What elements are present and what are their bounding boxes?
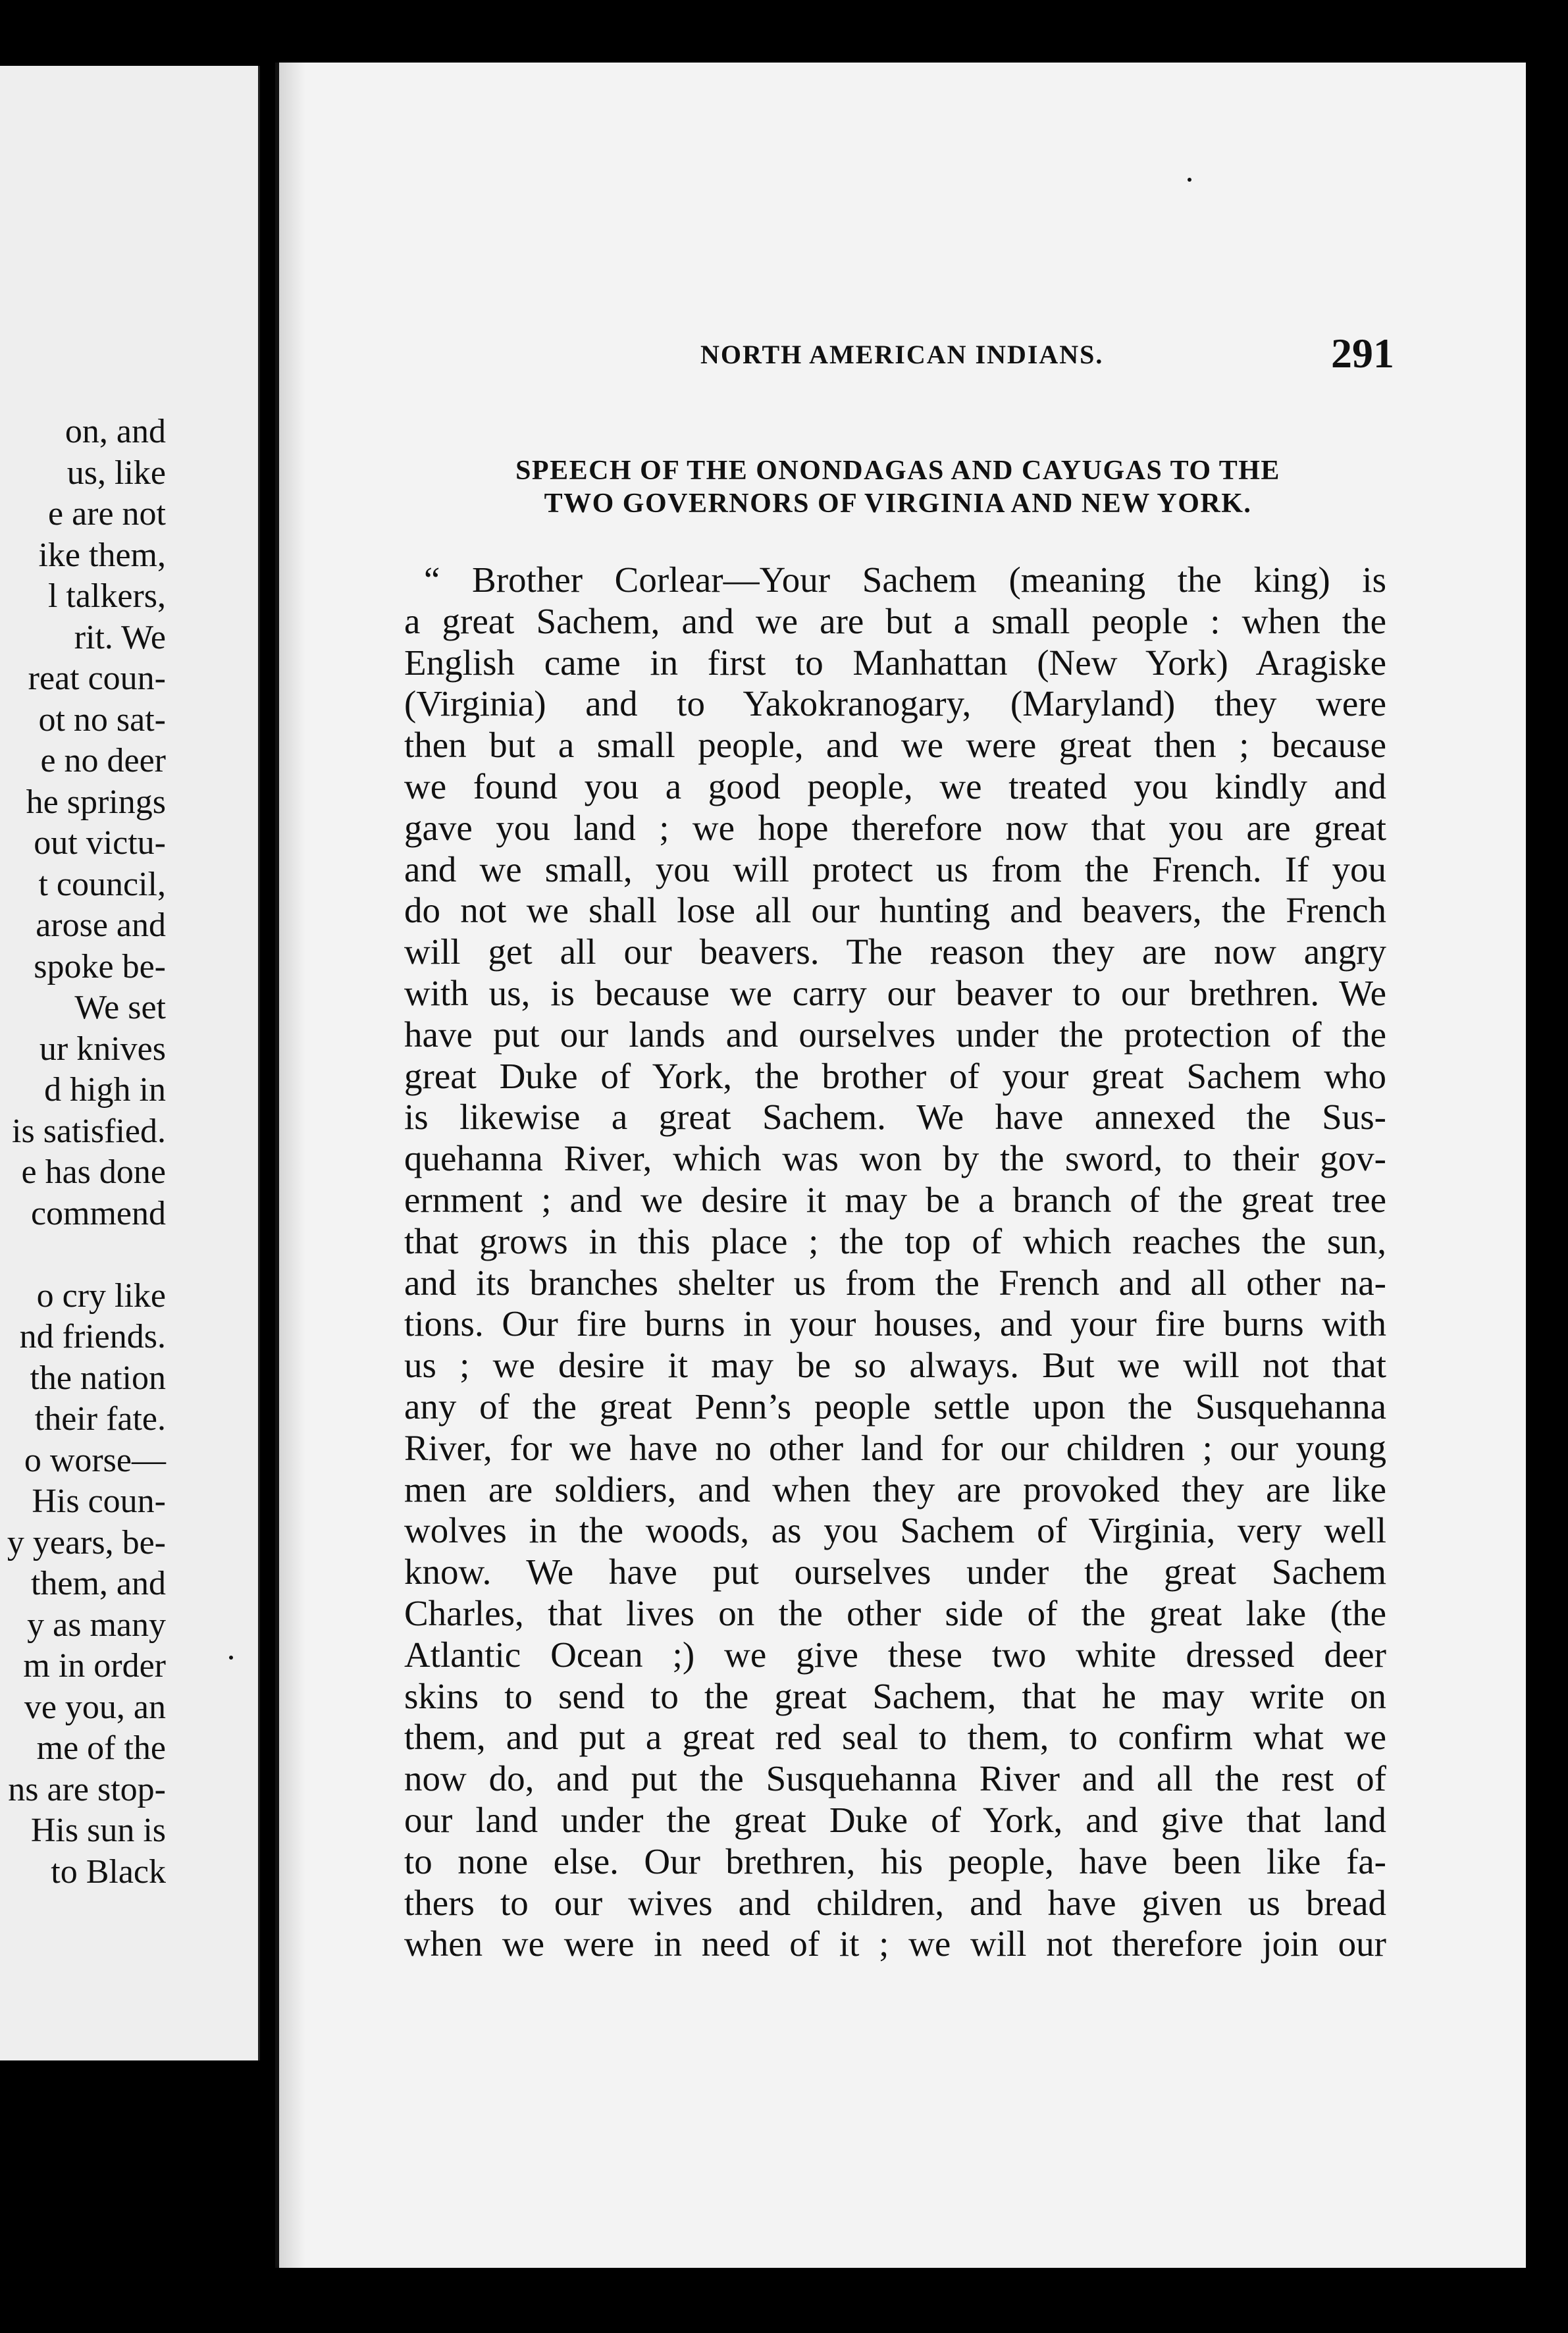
facing-page-line: y years, be- — [7, 1523, 166, 1561]
text-line: men are soldiers, and when they are provoked they are like — [404, 1469, 1386, 1509]
text-line: them, and put a great red seal to them, to confirm what we — [404, 1717, 1386, 1758]
text-line: River, for we have no other land for our children ; our young — [404, 1427, 1386, 1468]
facing-page-line: e are not — [47, 495, 166, 533]
facing-page-line: rit. We — [74, 618, 166, 656]
text-line: with us, is because we carry our beaver to our brethren. We — [404, 972, 1386, 1013]
text-line: ernment ; and we desire it may be a branch of the great tree — [404, 1179, 1386, 1220]
text-line: and we small, you will protect us from the French. If you — [404, 849, 1386, 889]
page-number: 291 — [1331, 330, 1394, 377]
facing-page-line: e has done — [21, 1153, 166, 1191]
facing-page-line: out victu- — [34, 824, 166, 862]
text-line: Atlantic Ocean ;) we give these two white dressed deer — [404, 1634, 1386, 1675]
facing-page-line: on, and — [65, 413, 166, 450]
title-line-1: SPEECH OF THE ONONDAGAS AND CAYUGAS TO THE — [515, 456, 1280, 486]
text-line: “ Brother Corlear—Your Sachem (meaning the king) is — [424, 560, 1386, 600]
facing-page-line: ur knives — [39, 1030, 166, 1068]
text-line: quehanna River, which was won by the sword, to their gov- — [404, 1138, 1386, 1179]
ink-speck — [229, 1656, 233, 1660]
facing-page-line: spoke be- — [34, 947, 166, 985]
text-line: then but a small people, and we were great then ; because — [404, 725, 1386, 766]
facing-page-line: m in order — [23, 1647, 166, 1685]
text-line: now do, and put the Susquehanna River and all the rest of — [404, 1758, 1386, 1799]
text-line: will get all our beavers. The reason they are now angry — [404, 931, 1386, 972]
text-line: any of the great Penn’s people settle upon the Susquehanna — [404, 1386, 1386, 1427]
text-line: wolves in the woods, as you Sachem of Virginia, very well — [404, 1510, 1386, 1551]
title-line-2: TWO GOVERNORS OF VIRGINIA AND NEW YORK. — [544, 488, 1252, 519]
facing-page-line: the nation — [30, 1359, 166, 1397]
text-line: know. We have put ourselves under the great Sachem — [404, 1552, 1386, 1592]
book-page — [275, 63, 1526, 2268]
facing-page-line: o cry like — [36, 1276, 166, 1315]
text-line: we found you a good people, we treated you kindly and — [404, 766, 1386, 806]
text-line: have put our lands and ourselves under the protection of the — [404, 1014, 1386, 1055]
facing-page-line: commend — [30, 1194, 166, 1232]
facing-page-line: We set — [74, 989, 166, 1026]
facing-page-line: arose and — [36, 906, 166, 944]
facing-page-line: e no deer — [40, 742, 166, 779]
text-line: do not we shall lose all our hunting and beavers, the French — [404, 890, 1386, 931]
text-line: great Duke of York, the brother of your great Sachem who — [404, 1055, 1386, 1096]
text-line: us ; we desire it may be so always. But we will not that — [404, 1345, 1386, 1386]
facing-page-line: them, and — [30, 1565, 166, 1602]
text-line: to none else. Our brethren, his people, have been like fa- — [404, 1841, 1386, 1881]
facing-page-line: l talkers, — [47, 577, 166, 615]
text-line: thers to our wives and children, and have given us bread — [404, 1882, 1386, 1923]
facing-page-line: their fate. — [34, 1400, 166, 1438]
facing-page-line: His coun- — [32, 1482, 166, 1520]
facing-page-line: ot no sat- — [38, 700, 166, 739]
facing-page-line: d high in — [44, 1071, 166, 1109]
text-line: our land under the great Duke of York, and give that land — [404, 1799, 1386, 1840]
facing-page-line: ike them, — [38, 536, 166, 574]
facing-page-line: t council, — [38, 865, 166, 903]
text-line: English came in first to Manhattan (New York) Aragiske — [404, 642, 1386, 683]
ink-speck — [1188, 178, 1191, 182]
chapter-title — [398, 454, 1398, 520]
facing-page-line: nd friends. — [19, 1318, 166, 1355]
text-line: that grows in this place ; the top of which reaches the sun, — [404, 1220, 1386, 1261]
facing-page-line: us, like — [66, 454, 166, 492]
facing-page — [0, 66, 260, 2060]
facing-page-line: me of the — [36, 1729, 166, 1767]
facing-page-line — [0, 1234, 166, 1276]
text-line: tions. Our fire burns in your houses, and your fire burns with — [404, 1303, 1386, 1344]
facing-page-line: ns are stop- — [8, 1770, 166, 1808]
text-line: Charles, that lives on the other side of the great lake (the — [404, 1592, 1386, 1633]
text-line: (Virginia) and to Yakokranogary, (Maryland) they were — [404, 683, 1386, 724]
text-line: is likewise a great Sachem. We have annexed the Sus- — [404, 1097, 1386, 1138]
facing-page-line: y as many — [27, 1606, 166, 1644]
text-line: and its branches shelter us from the French and all other na- — [404, 1262, 1386, 1303]
facing-page-line: His sun is — [30, 1812, 166, 1849]
text-line: a great Sachem, and we are but a small people : when the — [404, 600, 1386, 641]
facing-page-line: is satisfied. — [12, 1112, 166, 1150]
facing-page-line: ve you, an — [24, 1688, 166, 1726]
gutter-shadow — [279, 63, 305, 2268]
facing-page-line: reat coun- — [28, 660, 166, 697]
running-head: NORTH AMERICAN INDIANS. — [700, 340, 1104, 369]
facing-page-line: to Black — [51, 1852, 166, 1891]
text-line: skins to send to the great Sachem, that he may write on — [404, 1675, 1386, 1716]
facing-page-line: o worse— — [24, 1441, 166, 1479]
facing-page-line: he springs — [26, 783, 166, 821]
body-text — [404, 560, 1386, 1965]
text-line: gave you land ; we hope therefore now that you are great — [404, 807, 1386, 848]
facing-page-text — [0, 411, 166, 1893]
text-line: when we were in need of it ; we will not therefore join our — [404, 1924, 1386, 1964]
